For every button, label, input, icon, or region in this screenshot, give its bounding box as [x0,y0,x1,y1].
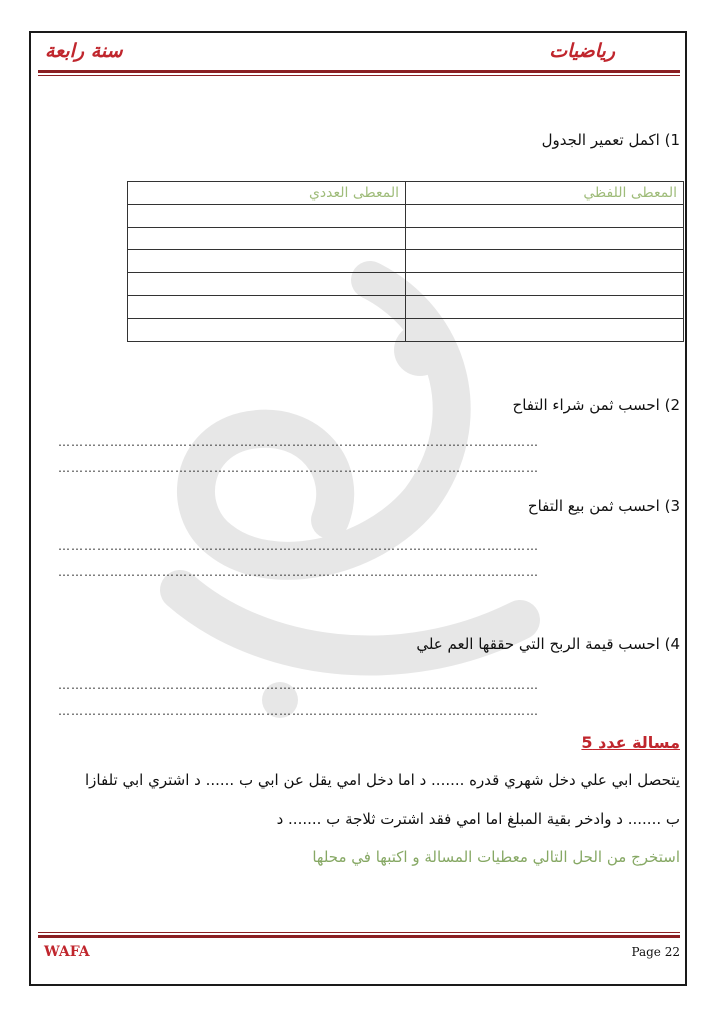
table-cell[interactable] [128,227,406,250]
question-3: 3) احسب ثمن بيع التفاح [527,497,680,515]
question-2: 2) احسب ثمن شراء التفاح [512,396,680,414]
footer-rule [38,935,680,938]
problem-instruction: استخرج من الحل التالي معطيات المسالة و اكتبها في محلها [312,848,680,866]
footer-author: WAFA [44,944,90,960]
table-cell[interactable] [128,273,406,296]
answer-line[interactable]: ………………………………………………………………………………………………… [58,704,539,718]
table-cell[interactable] [128,204,406,227]
table-cell[interactable] [406,204,684,227]
table-row [128,295,684,318]
table-row [128,250,684,273]
table-cell[interactable] [406,227,684,250]
table-cell[interactable] [406,250,684,273]
question-4: 4) احسب قيمة الربح التي حققها العم علي [416,635,680,653]
answer-line[interactable]: ………………………………………………………………………………………………… [58,565,539,579]
table-row [128,227,684,250]
table-cell[interactable] [128,318,406,341]
subject-title: رياضيات [549,40,615,62]
footer-rule-thin [38,932,680,933]
problem-line-1: يتحصل ابي علي دخل شهري قدره ....... د اما دخل امي يقل عن ابي ب ...... د اشتري ابي تلفازا [85,771,680,789]
problem-title: مسالة عدد 5 [581,733,680,752]
table-cell[interactable] [128,250,406,273]
answer-line[interactable]: ………………………………………………………………………………………………… [58,435,539,449]
table-header-verbal: المعطى اللفظي [406,182,684,205]
level-title: سنة رابعة [45,40,123,62]
question-1: 1) اكمل تعمير الجدول [541,131,680,149]
header-rule-thin [38,75,680,76]
answer-line[interactable]: ………………………………………………………………………………………………… [58,678,539,692]
table-header-numeric: المعطى العددي [128,182,406,205]
table-cell[interactable] [406,318,684,341]
answer-line[interactable]: ………………………………………………………………………………………………… [58,461,539,475]
page-number: Page 22 [631,945,680,959]
table-cell[interactable] [406,273,684,296]
table-row [128,318,684,341]
data-table [127,181,684,342]
table-row [128,204,684,227]
problem-line-2: ب ....... د وادخر بقية المبلغ اما امي فقد اشترت ثلاجة ب ....... د [276,810,680,828]
table-cell[interactable] [406,295,684,318]
answer-line[interactable]: ………………………………………………………………………………………………… [58,539,539,553]
table-cell[interactable] [128,295,406,318]
table-row [128,273,684,296]
header-rule [38,70,680,73]
